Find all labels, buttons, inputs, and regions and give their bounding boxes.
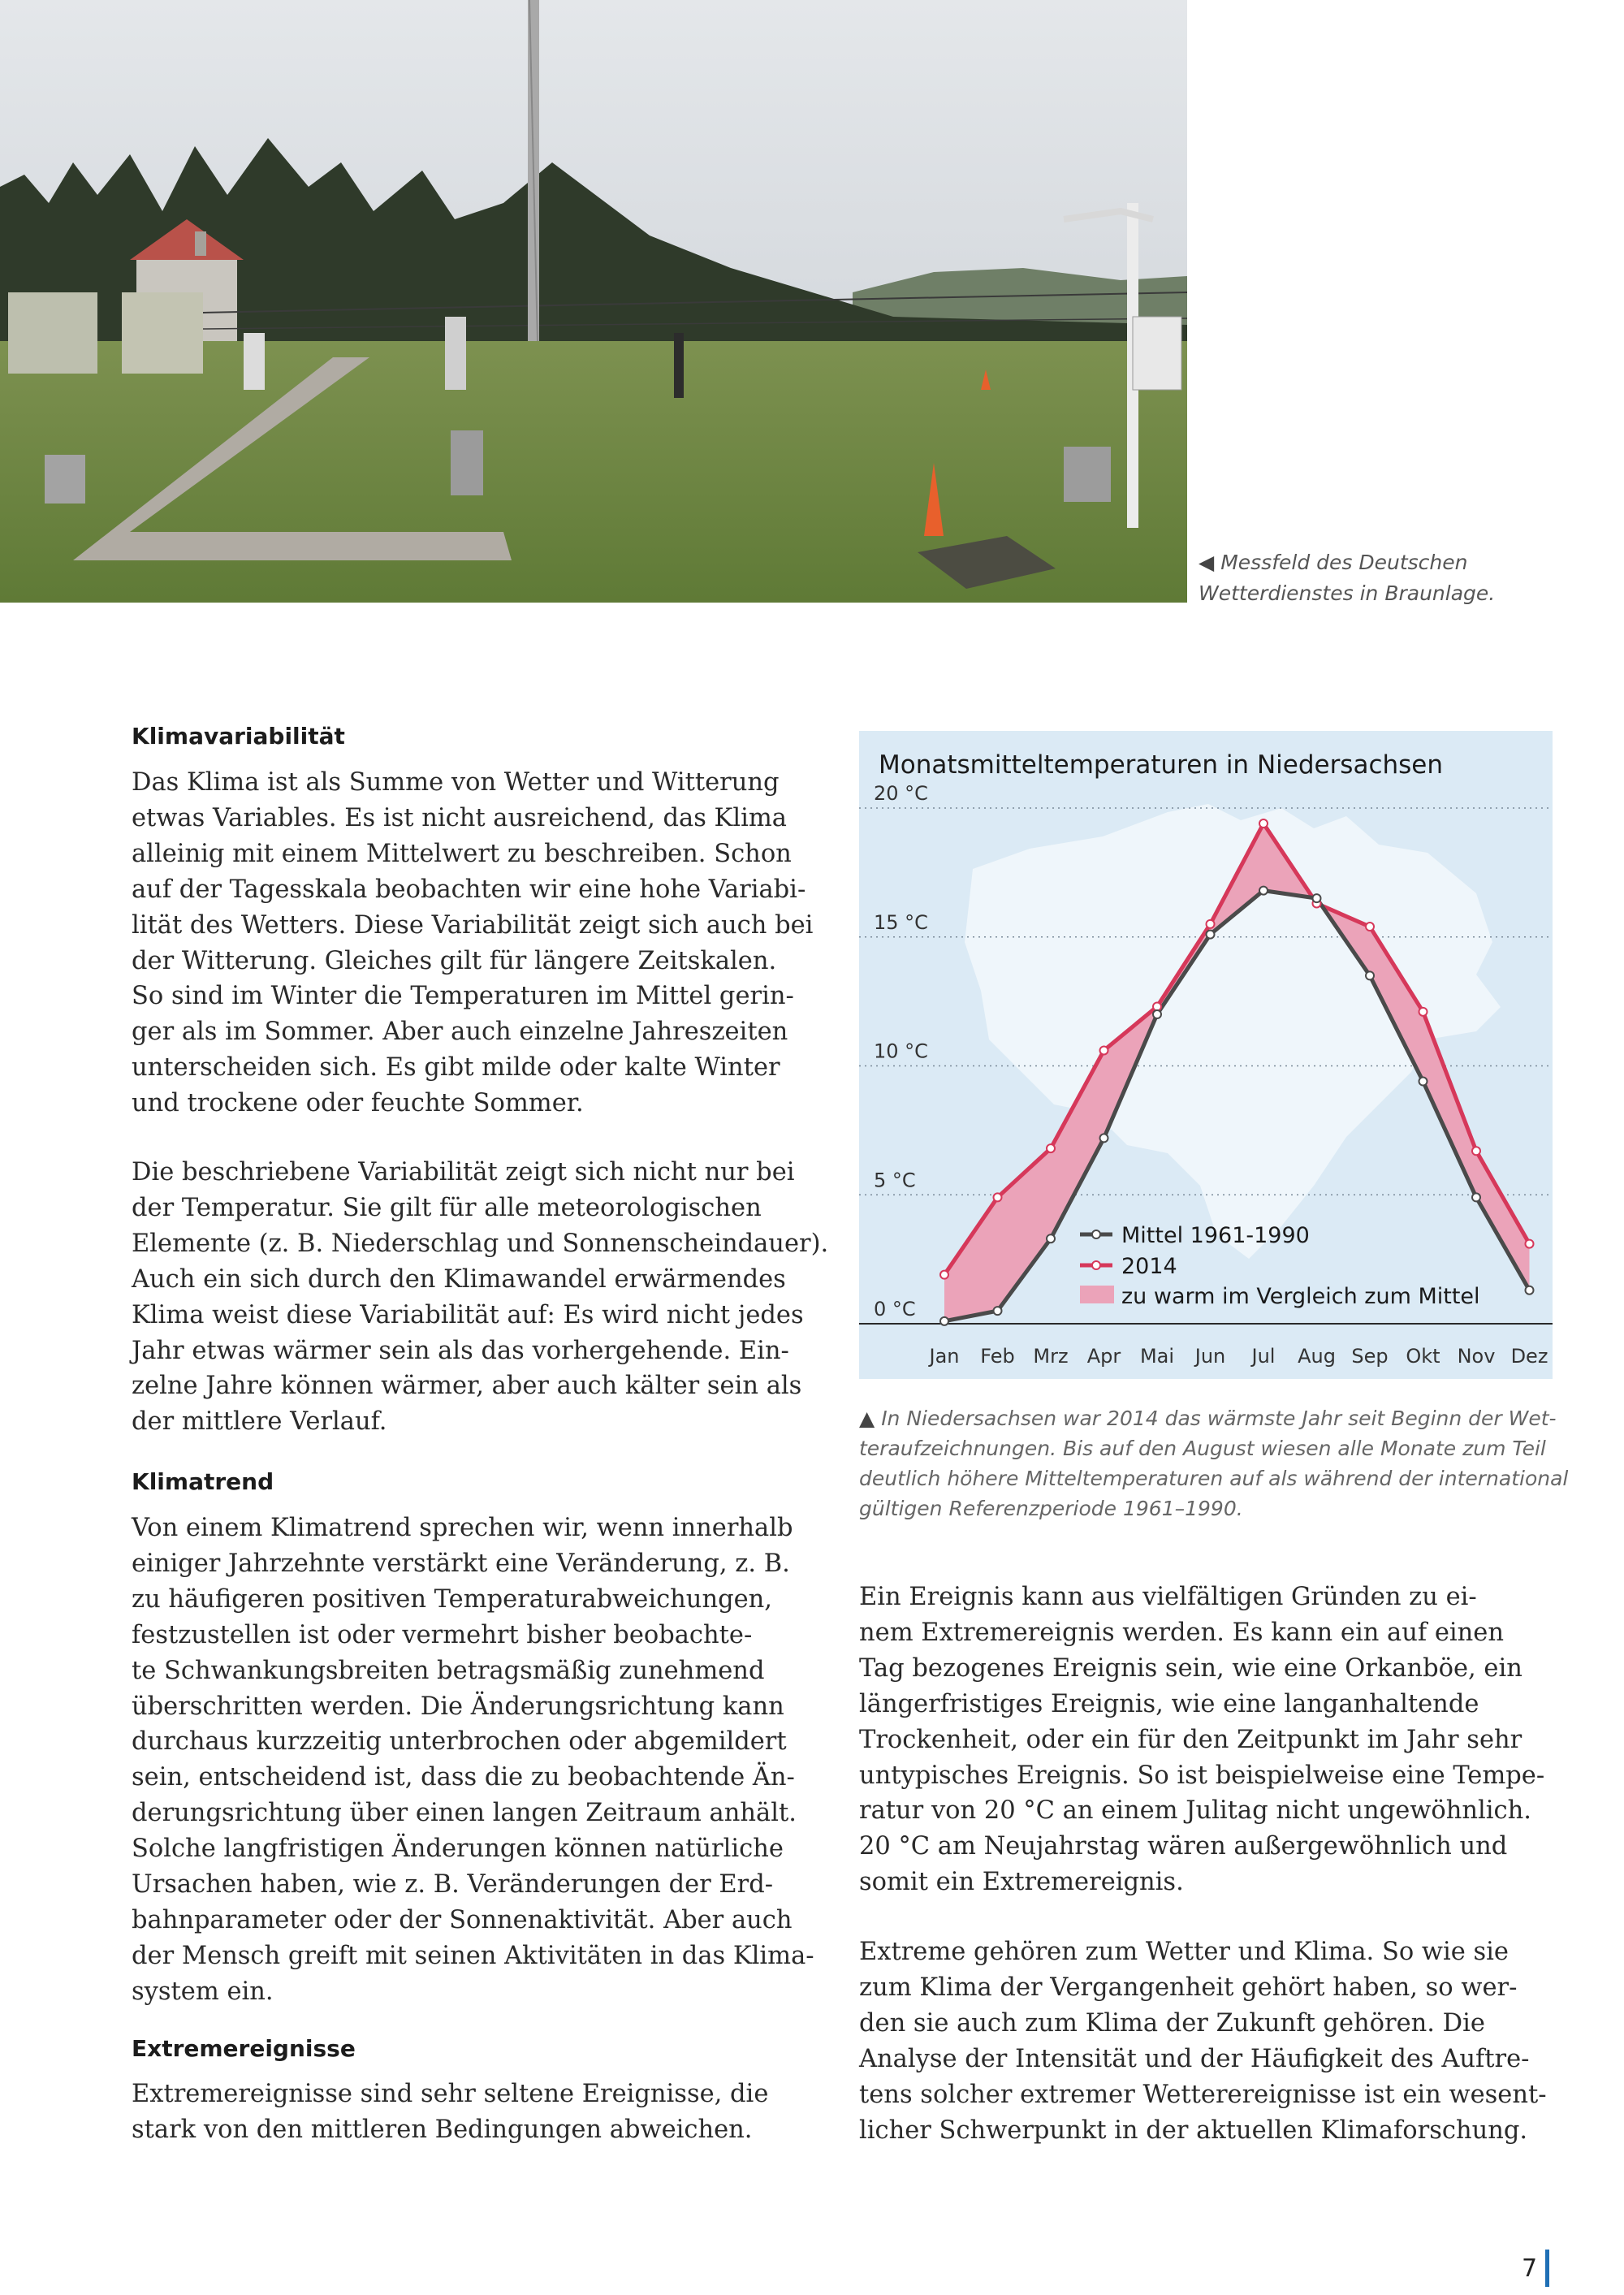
paragraph-extremereignisse: Extremereignisse sind sehr seltene Ereignisse, die stark von den mittleren Bedingungen abweichen. [132,2080,769,2144]
x-tick-label: Okt [1406,1345,1440,1368]
y-tick-label: 10 °C [874,1039,928,1063]
chart-title: Monatsmitteltemperaturen in Niedersachsen [879,750,1444,780]
point-2014-Apr [1100,1046,1108,1054]
caption-marker-left-icon: ◀ [1199,551,1215,574]
legend-2014-label: 2014 [1121,1254,1177,1279]
x-tick-label: Jun [1194,1345,1226,1368]
photo-caption [1199,547,1605,609]
weather-station-photo [0,0,1187,603]
paragraph-klimavariabilitaet-2: Die beschriebene Variabilität zeigt sich nicht nur bei der Temperatur. Sie gilt für alle meteorologischen Elemente (z. B. Niederschlag und Sonnenscheindauer). Auch ein sich durch den Klimawandel erwärmendes Klima weist diese Variabilität auf: Es wird nicht jedes Jahr etwas wärmer sein als das vorhergehende. Ein- zelne Jahre können wärmer, aber auch kälter sein als der mittlere Verlauf. [132,1158,829,1437]
temperature-chart-svg [859,731,1553,1379]
y-tick-label: 0 °C [874,1298,916,1320]
point-2014-Feb [994,1193,1002,1201]
x-tick-label: Mai [1139,1345,1175,1368]
point-mean-Feb [994,1307,1002,1315]
point-2014-Dez [1526,1240,1534,1248]
legend-mean-label: Mittel 1961-1990 [1121,1223,1310,1248]
point-2014-Mrz [1047,1144,1055,1152]
x-tick-label: Jul [1251,1345,1276,1368]
legend-mean-marker [1092,1230,1100,1238]
paragraph-klimavariabilitaet-1: Das Klima ist als Summe von Wetter und Witterung etwas Variables. Es ist nicht ausreichend, das Klima alleinig mit einem Mittelwert zu beschreiben. Schon auf der Tagesskala beobachten wir eine hohe Variabi- lität des Wetters. Diese Variabilität zeigt sich auch bei der Witterung. Gleiches gilt für längere Zeitskalen. So sind im Winter die Temperaturen im Mittel gerin- ger als im Sommer. Aber auch einzelne Jahreszeiten unterscheiden sich. Es gibt milde oder kalte Winter und trockene oder feuchte Sommer. [132,768,814,1118]
legend-2014-marker [1092,1261,1100,1269]
y-tick-label: 5 °C [874,1169,916,1192]
x-tick-label: Mrz [1033,1345,1069,1368]
page-number-accent-bar [1545,2250,1549,2287]
point-mean-Mrz [1047,1234,1055,1243]
point-2014-Nov [1472,1147,1480,1155]
x-tick-label: Apr [1086,1345,1121,1368]
photo-caption-text: Messfeld des Deutschen Wetterdienstes in Braunlage. [1199,551,1496,605]
paragraph-right-2: Extreme gehören zum Wetter und Klima. So wie sie zum Klima der Vergangenheit gehört haben, so wer- den sie auch zum Klima der Zukunft gehören. Die Analyse der Intensität und der Häufigkeit des Auftre- tens solcher extremer Wetterereignisse ist ein wesent- licher Schwerpunkt in der aktuellen Klimaforschung. [859,1938,1547,2145]
point-mean-Dez [1526,1286,1534,1294]
point-2014-Jul [1259,819,1268,828]
temperature-chart [859,731,1553,1379]
x-tick-label: Sep [1351,1345,1389,1368]
heading-klimavariabilitaet: Klimavariabilität [132,723,345,750]
point-mean-Aug [1313,894,1321,902]
legend-warm-label: zu warm im Vergleich zum Mittel [1121,1284,1480,1309]
x-tick-label: Aug [1298,1345,1336,1368]
paragraph-klimatrend: Von einem Klimatrend sprechen wir, wenn innerhalb einiger Jahrzehnte verstärkt eine Veränderung, z. B. zu häufigeren positiven Temperaturabweichungen, festzustellen ist oder vermehrt bisher beobachte- te Schwankungsbreiten betragsmäßig zunehmend überschritten werden. Die Änderungsrichtung kann durchaus kurzzeitig unterbrochen oder abgemildert sein, entscheidend ist, dass die zu beobachtende Än- derungsrichtung über einen langen Zeitraum anhält. Solche langfristigen Änderungen können natürliche Ursachen haben, wie z. B. Veränderungen der Erd- bahnparameter oder der Sonnenaktivität. Aber auch der Mensch greift mit seinen Aktivitäten in das Klima- system ein. [132,1514,814,2006]
chart-legend [1080,1223,1480,1309]
legend-warm-swatch [1080,1286,1114,1303]
point-mean-Apr [1100,1134,1108,1142]
paragraph-right-1: Ein Ereignis kann aus vielfältigen Gründen zu ei- nem Extremereignis werden. Es kann ein auf einen Tag bezogenes Ereignis sein, wie eine Orkanböe, ein längerfristiges Ereignis, wie eine langanhaltende Trockenheit, oder ein für den Zeitpunkt im Jahr sehr untypisches Ereignis. So ist beispielweise eine Tempe- ratur von 20 °C an einem Julitag nicht ungewöhnlich. 20 °C am Neujahrstag wären außergewöhnlich und somit ein Extremereignis. [859,1583,1545,1897]
y-tick-label: 20 °C [874,782,928,805]
point-2014-Jun [1207,920,1215,928]
point-2014-Sep [1366,923,1374,931]
chart-caption [859,1403,1574,1524]
heading-extremereignisse: Extremereignisse [132,2035,356,2062]
caption-marker-up-icon: ▲ [859,1407,875,1430]
point-mean-Okt [1419,1078,1427,1086]
point-mean-Nov [1472,1193,1480,1201]
point-mean-Mai [1153,1010,1161,1018]
x-tick-label: Dez [1510,1345,1548,1368]
point-mean-Jun [1207,931,1215,939]
point-2014-Mai [1153,1002,1161,1010]
x-tick-label: Jan [929,1345,960,1368]
point-2014-Okt [1419,1008,1427,1016]
point-mean-Jan [940,1317,948,1325]
x-tick-label: Feb [980,1345,1015,1368]
chart-caption-text: In Niedersachsen war 2014 das wärmste Jahr seit Beginn der Wet- teraufzeichnungen. Bis auf den August wiesen alle Monate zum Teil deutlich höhere Mitteltemperaturen auf als während der international gültigen Referenzperiode 1961–1990. [859,1407,1569,1520]
point-mean-Jul [1259,887,1268,895]
y-tick-label: 15 °C [874,910,928,934]
page-number: 7 [1522,2254,1538,2283]
point-2014-Jan [940,1271,948,1279]
point-mean-Sep [1366,971,1374,979]
photo-illustration [0,0,1187,603]
x-tick-label: Nov [1457,1345,1496,1368]
heading-klimatrend: Klimatrend [132,1468,274,1495]
